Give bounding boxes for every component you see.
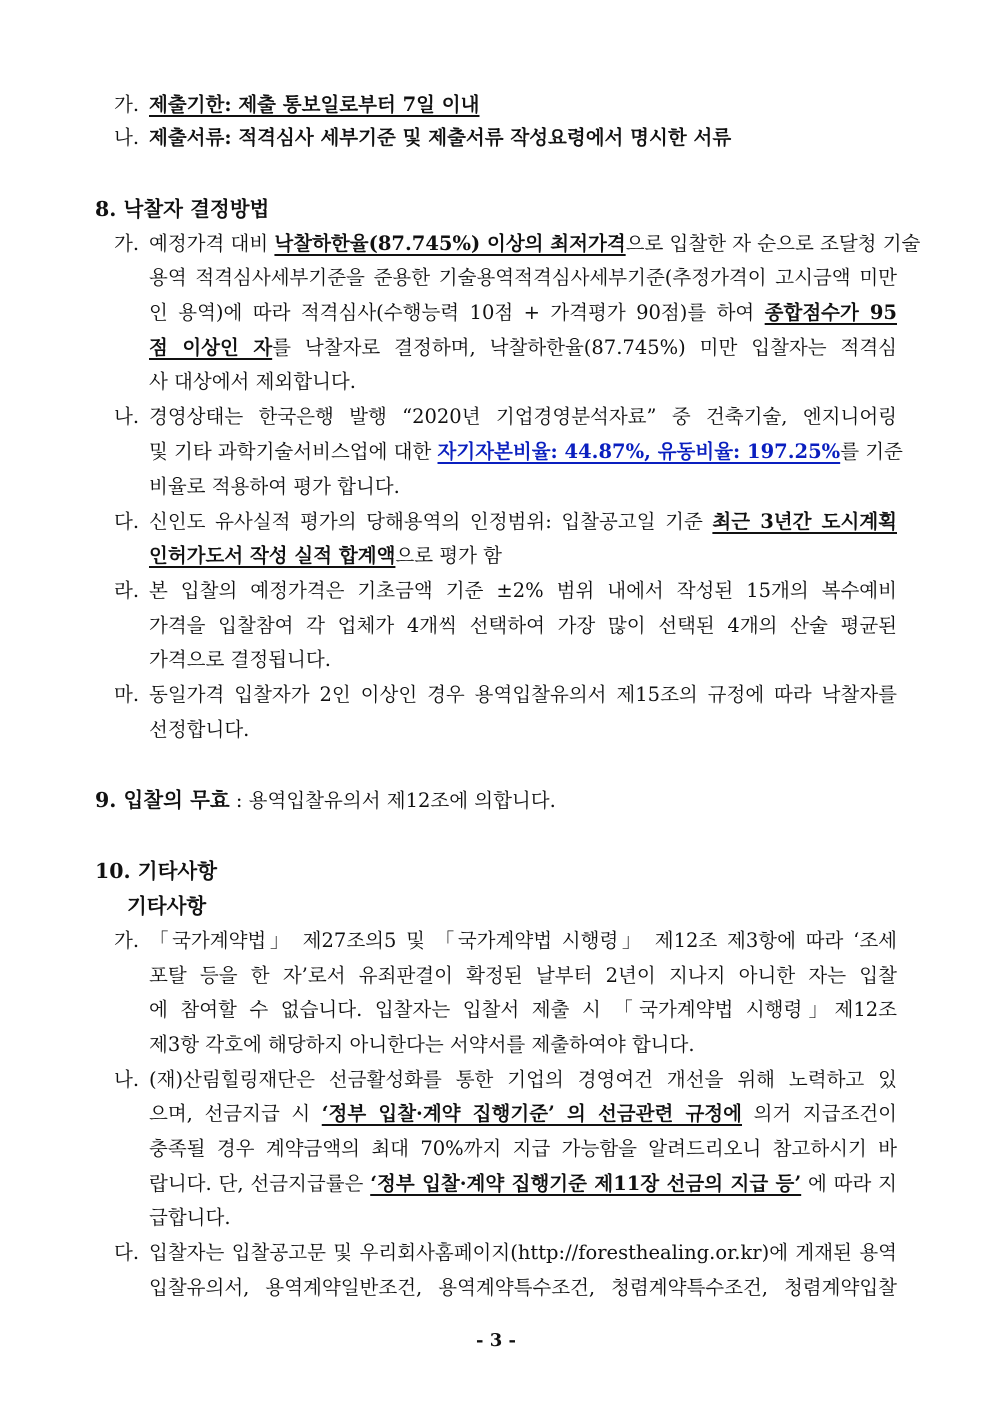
paragraph-line: 입찰유의서, 용역계약일반조건, 용역계약특수조건, 청렴계약특수조건, 청렴계약입찰 xyxy=(149,1276,897,1299)
paragraph-line: 신인도 유사실적 평가의 당해용역의 인정범위: 입찰공고일 기준 최근 3년간 도시계획 xyxy=(149,510,897,533)
highlight-text: 점 이상인 자 xyxy=(149,336,273,359)
list-marker: 가. xyxy=(114,93,140,116)
paragraph-line: 인 용역)에 따라 적격심사(수행능력 10점 + 가격평가 90점)를 하여 종합점수가 95 xyxy=(149,301,897,324)
paragraph-line: 비율로 적용하여 평가 합니다. xyxy=(149,475,400,498)
submission-deadline: 제출기한: 제출 통보일로부터 7일 이내 xyxy=(149,93,480,116)
page-number: - 3 - xyxy=(476,1330,516,1351)
list-marker: 나. xyxy=(114,1068,140,1091)
paragraph-line: 가격을 입찰참여 각 업체가 4개씩 선택하여 가장 많이 선택된 4개의 산술 평균된 xyxy=(149,614,897,637)
list-marker: 마. xyxy=(114,683,140,706)
paragraph-line: 「국가계약법」 제27조의5 및 「국가계약법 시행령」 제12조 제3항에 따라 ‘조세 xyxy=(149,929,897,952)
list-marker: 다. xyxy=(114,510,140,533)
paragraph-line: 에 참여할 수 없습니다. 입찰자는 입찰서 제출 시 「국가계약법 시행령」제12조 xyxy=(149,998,897,1021)
highlight-text: 최근 3년간 도시계획 xyxy=(712,510,897,533)
highlight-text: ‘정부 입찰·계약 집행기준 제11장 선금의 지급 등’ xyxy=(370,1172,802,1195)
paragraph-line: 동일가격 입찰자가 2인 이상인 경우 용역입찰유의서 제15조의 규정에 따라 낙찰자를 xyxy=(149,683,897,706)
paragraph-line: 본 입찰의 예정가격은 기초금액 기준 ±2% 범위 내에서 작성된 15개의 복수예비 xyxy=(149,579,897,602)
paragraph-line: 점 이상인 자를 낙찰자로 결정하며, 낙찰하한율(87.745%) 미만 입찰자는 적격심 xyxy=(149,336,897,359)
paragraph-line: 인허가도서 작성 실적 합계액으로 평가 함 xyxy=(149,544,503,567)
section-heading-9: 9. 입찰의 무효 xyxy=(95,788,230,812)
highlight-text: 인허가도서 작성 실적 합계액 xyxy=(149,544,396,567)
section-9-line: 9. 입찰의 무효 : 용역입찰유의서 제12조에 의합니다. xyxy=(95,788,556,812)
paragraph-line: 으며, 선금지급 시 ‘정부 입찰·계약 집행기준’ 의 선금관련 규정에 의거 지급조건이 xyxy=(149,1102,897,1125)
list-marker: 라. xyxy=(114,579,140,602)
paragraph-line: 및 기타 과학기술서비스업에 대한 자기자본비율: 44.87%, 유동비율: 197.25%를 기준 xyxy=(149,440,903,463)
subheading: 기타사항 xyxy=(127,894,207,918)
list-marker: 가. xyxy=(114,232,140,255)
paragraph-line: 랍니다. 단, 선금지급률은 ‘정부 입찰·계약 집행기준 제11장 선금의 지급 등’ 에 따라 지 xyxy=(149,1172,897,1195)
section-heading-10: 10. 기타사항 xyxy=(95,859,218,883)
highlight-text: 종합점수가 95 xyxy=(764,301,897,324)
list-marker: 나. xyxy=(114,126,140,149)
paragraph-line: 포탈 등을 한 자’로서 유죄판결이 확정된 날부터 2년이 지나지 아니한 자는 입찰 xyxy=(149,964,897,987)
highlight-text: ‘정부 입찰·계약 집행기준’ 의 선금관련 규정에 xyxy=(321,1102,742,1125)
paragraph-line: 예정가격 대비 낙찰하한율(87.745%) 이상의 최저가격으로 입찰한 자 순으로 조달청 기술 xyxy=(149,232,921,255)
paragraph-line: 가격으로 결정됩니다. xyxy=(149,648,331,671)
highlight-text: 낙찰하한율(87.745%) 이상의 최저가격 xyxy=(274,232,626,255)
paragraph-line: 용역 적격심사세부기준을 준용한 기술용역적격심사세부기준(추정가격이 고시금액 미만 xyxy=(149,266,897,289)
paragraph-line: 제3항 각호에 해당하지 아니한다는 서약서를 제출하여야 합니다. xyxy=(149,1033,695,1056)
paragraph-line: 사 대상에서 제외합니다. xyxy=(149,370,356,393)
paragraph-line: 급합니다. xyxy=(149,1206,231,1229)
submission-documents: 제출서류: 적격심사 세부기준 및 제출서류 작성요령에서 명시한 서류 xyxy=(149,126,732,149)
paragraph-line: 입찰자는 입찰공고문 및 우리회사홈페이지(http://foresthealing.or.kr)에 게재된 용역 xyxy=(149,1241,897,1264)
section-heading-8: 8. 낙찰자 결정방법 xyxy=(95,197,270,221)
paragraph-line: 충족될 경우 계약금액의 최대 70%까지 지급 가능함을 알려드리오니 참고하시기 바 xyxy=(149,1137,897,1160)
paragraph-line: 경영상태는 한국은행 발행 “2020년 기업경영분석자료” 중 건축기술, 엔지니어링 xyxy=(149,405,897,428)
list-marker: 가. xyxy=(114,929,140,952)
paragraph-line: (재)산림힐링재단은 선금활성화를 통한 기업의 경영여건 개선을 위해 노력하고 있 xyxy=(149,1068,897,1091)
ratio-highlight: 자기자본비율: 44.87%, 유동비율: 197.25% xyxy=(437,440,841,463)
list-marker: 다. xyxy=(114,1241,140,1264)
paragraph-line: 선정합니다. xyxy=(149,718,250,741)
list-marker: 나. xyxy=(114,405,140,428)
